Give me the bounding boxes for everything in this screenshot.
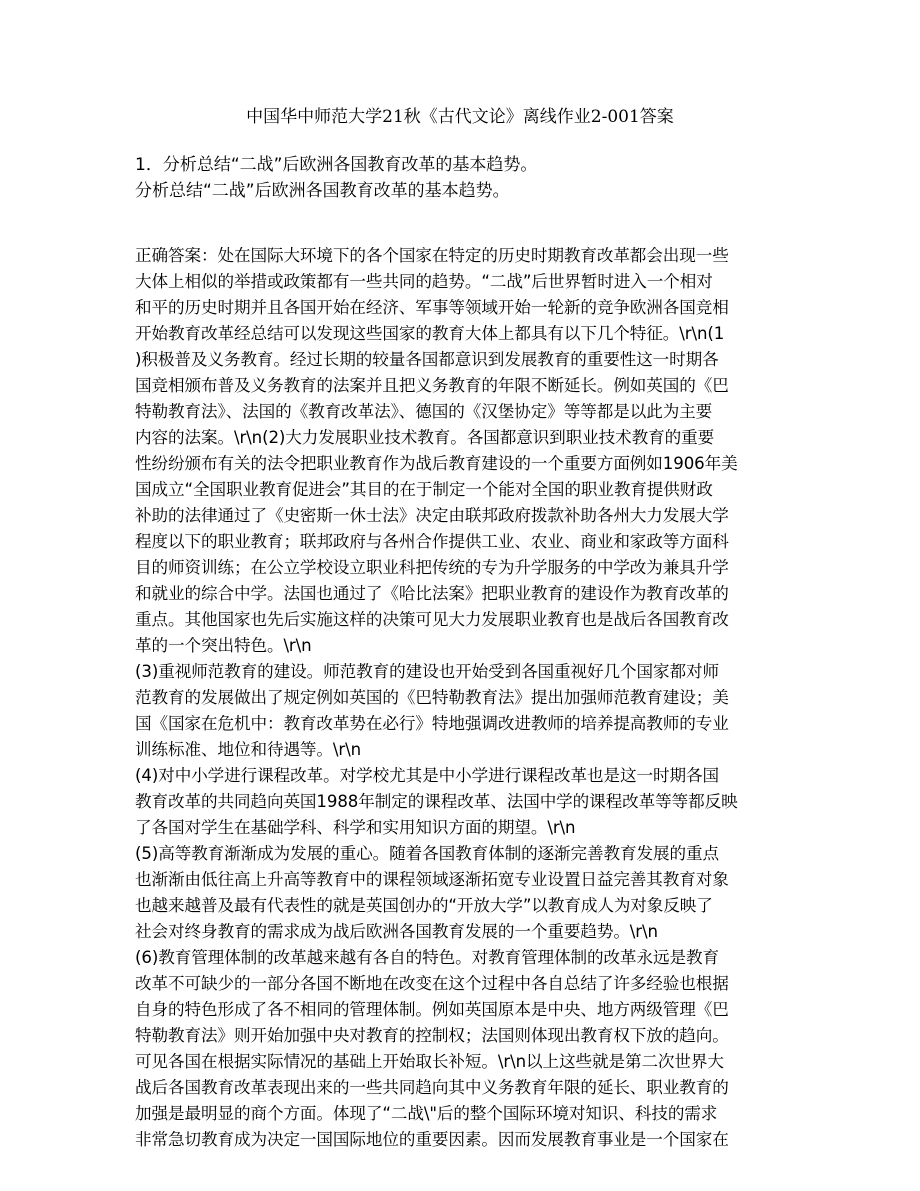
answer-line: 社会对终身教育的需求成为战后欧洲各国教育发展的一个重要趋势。\r\n bbox=[135, 922, 658, 941]
answer-line: 战后各国教育改革表现出来的一些共同趋向其中义务教育年限的延长、职业教育的 bbox=[135, 1078, 729, 1097]
answer-line: 也越来越普及最有代表性的就是英国创办的“开放大学”以教育成人为对象反映了 bbox=[135, 896, 713, 915]
answer-line: 大体上相似的举措或政策都有一些共同的趋势。“二战”后世界暂时进入一个相对 bbox=[135, 272, 713, 291]
answer-line: 和就业的综合中学。法国也通过了《哈比法案》把职业教育的建设作为教育改革的 bbox=[135, 584, 729, 603]
question-block bbox=[135, 152, 785, 204]
answer-line: 国竞相颁布普及义务教育的法案并且把义务教育的年限不断延长。例如英国的《巴 bbox=[135, 376, 729, 395]
answer-line: 重点。其他国家也先后实施这样的决策可见大力发展职业教育也是战后各国教育改 bbox=[135, 610, 729, 629]
answer-block bbox=[135, 243, 785, 1153]
answer-line: 非常急切教育成为决定一国国际地位的重要因素。因而发展教育事业是一个国家在 bbox=[135, 1130, 729, 1149]
answer-line: 补助的法律通过了《史密斯一休士法》决定由联邦政府拨款补助各州大力发展大学 bbox=[135, 506, 729, 525]
question-number-line: 1．分析总结“二战”后欧洲各国教育改革的基本趋势。 bbox=[135, 155, 538, 175]
answer-line: 范教育的发展做出了规定例如英国的《巴特勒教育法》提出加强师范教育建设；美 bbox=[135, 688, 729, 707]
answer-line: 教育改革的共同趋向英国1988年制定的课程改革、法国中学的课程改革等等都反映 bbox=[135, 792, 738, 811]
document-title: 中国华中师范大学21秋《古代文论》离线作业2-001答案 bbox=[246, 107, 674, 127]
answer-line: )积极普及义务教育。经过长期的较量各国都意识到发展教育的重要性这一时期各 bbox=[135, 350, 719, 369]
answer-line: (5)高等教育渐渐成为发展的重心。随着各国教育体制的逐渐完善教育发展的重点 bbox=[135, 844, 719, 863]
answer-line: 革的一个突出特色。\r\n bbox=[135, 636, 312, 655]
answer-line: 特勒教育法》则开始加强中央对教育的控制权；法国则体现出教育权下放的趋向。 bbox=[135, 1026, 729, 1045]
answer-line: (6)教育管理体制的改革越来越有各自的特色。对教育管理体制的改革永远是教育 bbox=[135, 948, 719, 967]
answer-line: 改革不可缺少的一部分各国不断地在改变在这个过程中各自总结了许多经验也根据 bbox=[135, 974, 729, 993]
answer-line: 国成立“全国职业教育促进会”其目的在于制定一个能对全国的职业教育提供财政 bbox=[135, 480, 713, 499]
answer-line: 正确答案：处在国际大环境下的各个国家在特定的历史时期教育改革都会出现一些 bbox=[135, 246, 729, 265]
question-text: 分析总结“二战”后欧洲各国教育改革的基本趋势。 bbox=[135, 181, 510, 201]
answer-line: 训练标准、地位和待遇等。\r\n bbox=[135, 740, 362, 759]
answer-line: (3)重视师范教育的建设。师范教育的建设也开始受到各国重视好几个国家都对师 bbox=[135, 662, 719, 681]
answer-line: 开始教育改革经总结可以发现这些国家的教育大体上都具有以下几个特征。\r\n(1 bbox=[135, 324, 725, 343]
answer-line: 内容的法案。\r\n(2)大力发展职业技术教育。各国都意识到职业技术教育的重要 bbox=[135, 428, 715, 447]
answer-line: 自身的特色形成了各不相同的管理体制。例如英国原本是中央、地方两级管理《巴 bbox=[135, 1000, 729, 1019]
answer-line: 和平的历史时期并且各国开始在经济、军事等领域开始一轮新的竞争欧洲各国竞相 bbox=[135, 298, 729, 317]
answer-line: 加强是最明显的商个方面。体现了“二战\"后的整个国际环境对知识、科技的需求 bbox=[135, 1104, 718, 1123]
answer-line: 特勒教育法》、法国的《教育改革法》、德国的《汉堡协定》等等都是以此为主要 bbox=[135, 402, 713, 421]
answer-line: 也渐渐由低往高上升高等教育中的课程领域逐渐拓宽专业设置日益完善其教育对象 bbox=[135, 870, 729, 889]
answer-line: 目的师资训练；在公立学校设立职业科把传统的专为升学服务的中学改为兼具升学 bbox=[135, 558, 729, 577]
answer-line: 了各国对学生在基础学科、科学和实用知识方面的期望。\r\n bbox=[135, 818, 576, 837]
answer-line: 性纷纷颁布有关的法令把职业教育作为战后教育建设的一个重要方面例如1906年美 bbox=[135, 454, 738, 473]
answer-line: 可见各国在根据实际情况的基础上开始取长补短。\r\n以上这些就是第二次世界大 bbox=[135, 1052, 724, 1071]
answer-line: 程度以下的职业教育；联邦政府与各州合作提供工业、农业、商业和家政等方面科 bbox=[135, 532, 729, 551]
answer-line: (4)对中小学进行课程改革。对学校尤其是中小学进行课程改革也是这一时期各国 bbox=[135, 766, 719, 785]
answer-line: 国《国家在危机中：教育改革势在必行》特地强调改进教师的培养提高教师的专业 bbox=[135, 714, 729, 733]
